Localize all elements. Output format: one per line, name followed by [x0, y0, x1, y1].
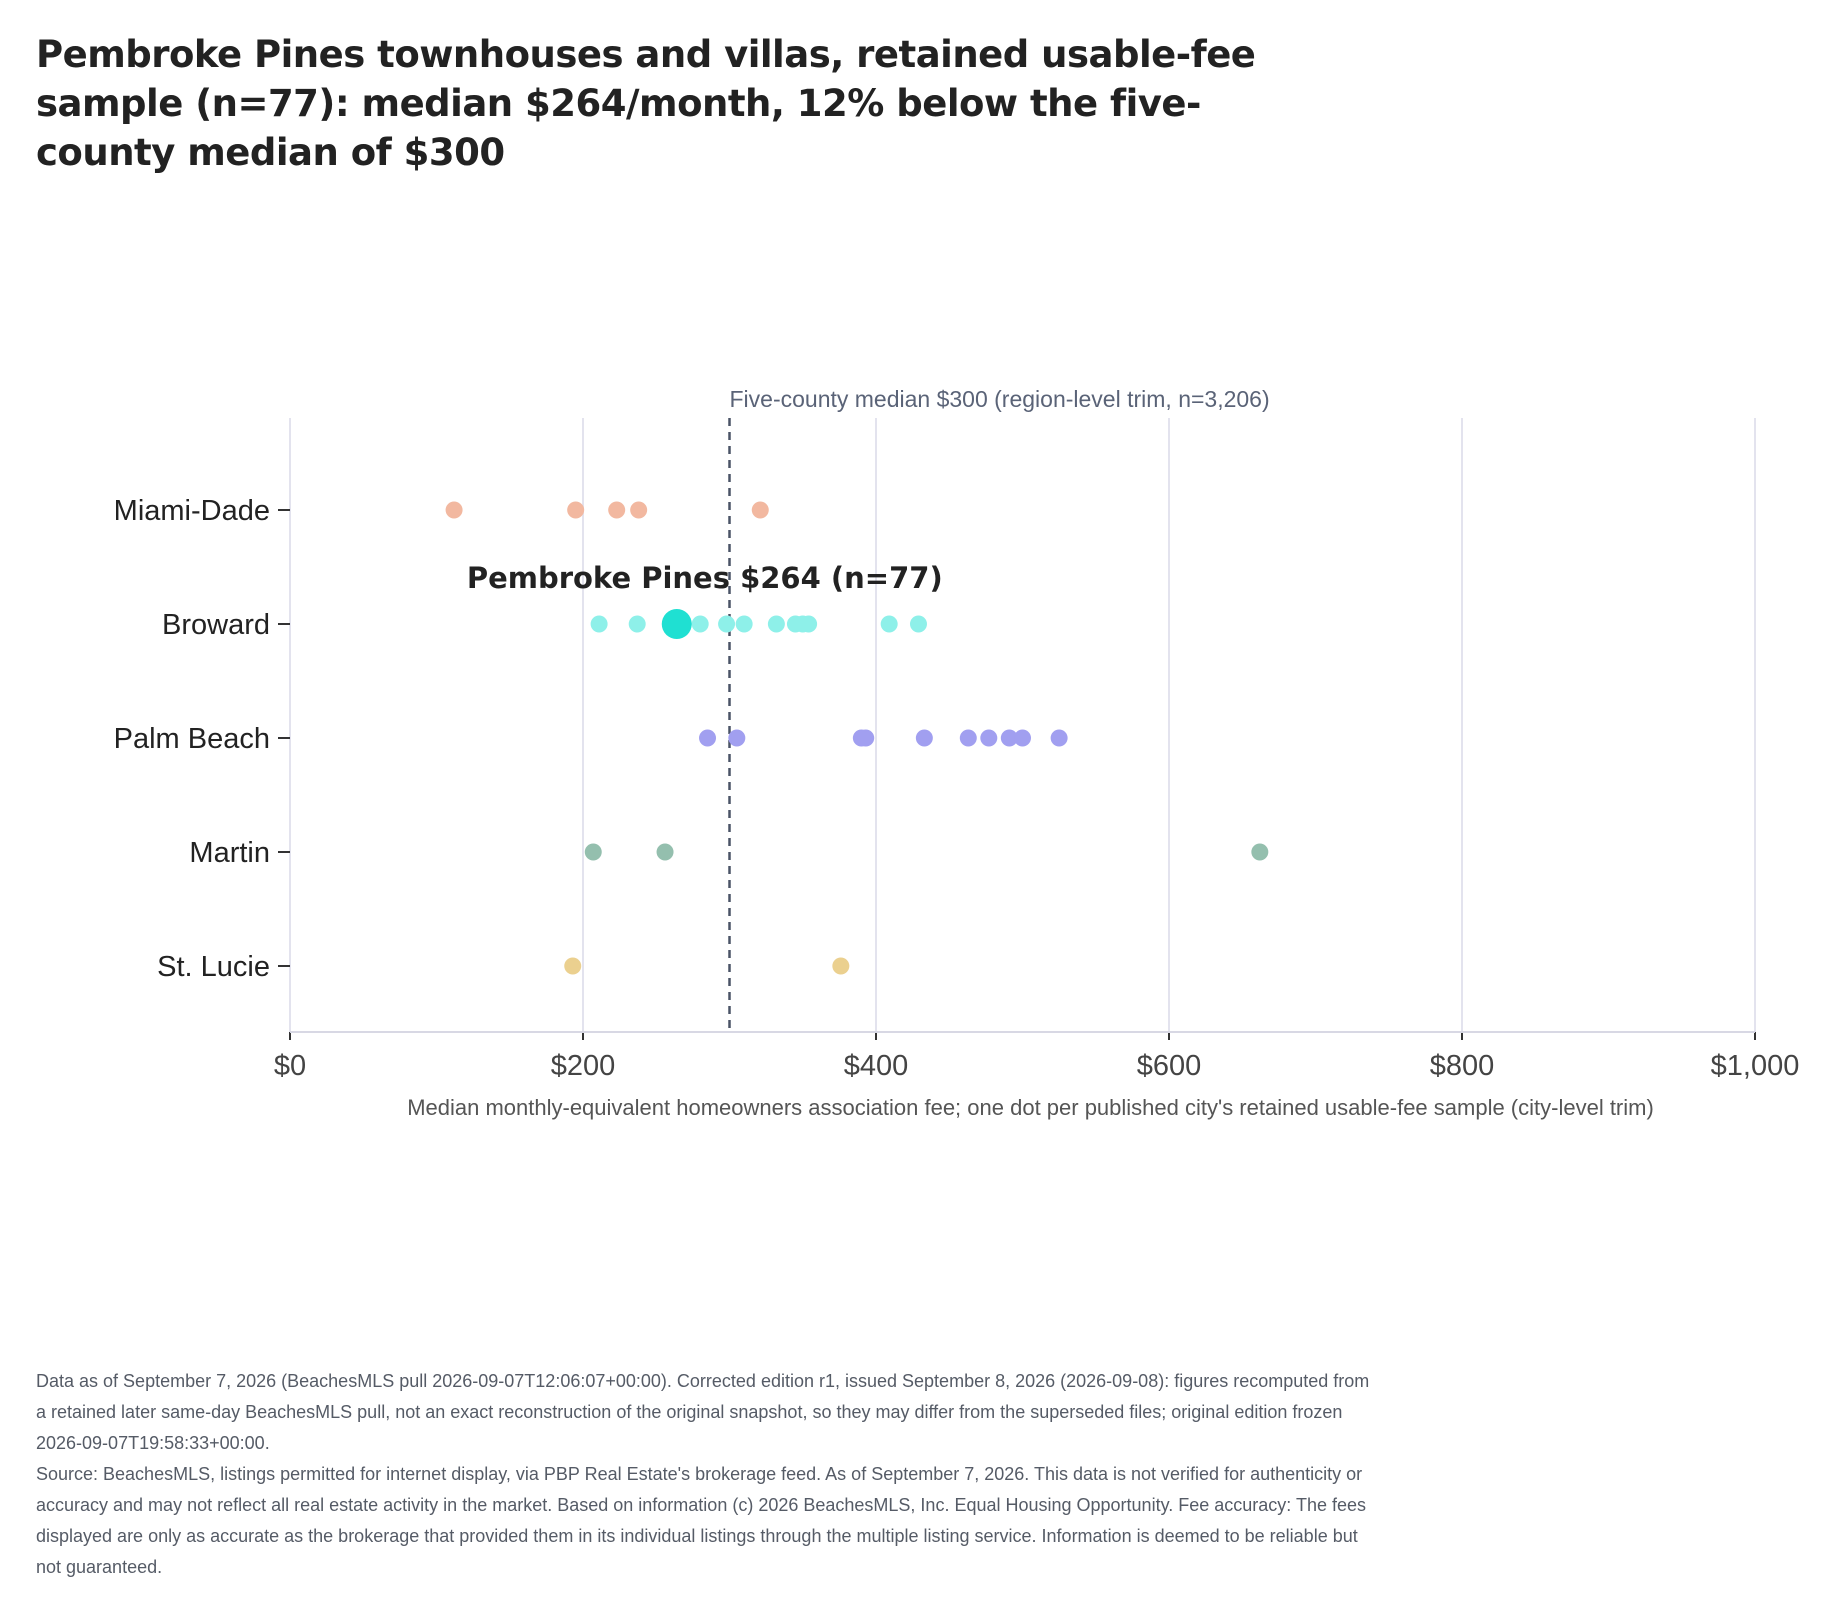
dot-palm-beach	[857, 730, 874, 747]
dot-miami-dade	[608, 502, 625, 519]
dot-broward	[718, 616, 735, 633]
dot-broward	[692, 616, 709, 633]
axes	[114, 495, 1800, 1120]
dot-palm-beach	[916, 730, 933, 747]
dot-palm-beach	[1014, 730, 1031, 747]
dot-st-lucie	[832, 958, 849, 975]
dot-broward	[800, 616, 817, 633]
y-tick-label: Broward	[162, 609, 270, 641]
footnotes	[36, 1366, 1381, 1583]
dot-palm-beach	[728, 730, 745, 747]
dot-palm-beach	[980, 730, 997, 747]
y-tick-label: Miami-Dade	[113, 495, 270, 527]
reference-line-group	[730, 386, 1270, 1032]
dot-martin	[1251, 844, 1268, 861]
chart-labels	[467, 561, 943, 595]
dot-martin	[585, 844, 602, 861]
reference-median-label: Five-county median $300 (region-level trim, n=3,206)	[729, 386, 1270, 412]
dot-miami-dade	[446, 502, 463, 519]
dot-broward	[910, 616, 927, 633]
dot-palm-beach	[1051, 730, 1068, 747]
dot-broward	[736, 616, 753, 633]
x-tick-label: $600	[1136, 1050, 1202, 1082]
footnote-source: Source: BeachesMLS, listings permitted for internet display, via PBP Real Estate's brokerage feed. As of September 7, 2026. This data is not verified for authenticity or accuracy and may not reflect all real estate activity in the market. Based on information (c) 2026 BeachesMLS, Inc. Equal Housing Opportunity. Fee accuracy: The fees displayed are only as accurate as the brokerage that provided them in its individual listings through the multiple listing service. Information is deemed to be reliable but not guaranteed.	[36, 1464, 1366, 1577]
dot-miami-dade	[630, 502, 647, 519]
dot-martin	[657, 844, 674, 861]
dot-palm-beach	[699, 730, 716, 747]
y-tick-label: Palm Beach	[113, 723, 270, 755]
y-tick-label: Martin	[189, 837, 270, 869]
dot-broward	[629, 616, 646, 633]
dot-palm-beach	[960, 730, 977, 747]
dot-broward	[881, 616, 898, 633]
x-tick-label: $0	[273, 1050, 307, 1082]
highlight-label: Pembroke Pines $264 (n=77)	[466, 561, 943, 595]
dot-st-lucie	[564, 958, 581, 975]
footnote-edition: Data as of September 7, 2026 (BeachesMLS pull 2026-09-07T12:06:07+00:00). Corrected edition r1, issued September 8, 2026 (2026-09-08): figures recomputed from a retained later same-day BeachesMLS pull, not an exact reconstruction of the original snapshot, so they may differ from the superseded files; original edition frozen 2026-09-07T19:58:33+00:00.	[36, 1371, 1370, 1453]
x-tick-label: $200	[550, 1050, 616, 1082]
grid-lines	[290, 418, 1755, 1032]
x-axis-title: Median monthly-equivalent homeowners association fee; one dot per published city's retained usable-fee sample (city-level trim)	[407, 1095, 1654, 1120]
highlight-dot	[662, 609, 692, 639]
dot-broward	[768, 616, 785, 633]
y-tick-label: St. Lucie	[157, 951, 270, 983]
x-tick-label: $400	[843, 1050, 909, 1082]
x-tick-label: $800	[1429, 1050, 1495, 1082]
dot-miami-dade	[567, 502, 584, 519]
dot-miami-dade	[752, 502, 769, 519]
chart-title: Pembroke Pines townhouses and villas, retained usable-fee sample (n=77): median $264/month, 12% below the five-county median of $300	[36, 33, 1256, 174]
x-tick-label: $1,000	[1710, 1050, 1800, 1082]
dot-broward	[591, 616, 608, 633]
